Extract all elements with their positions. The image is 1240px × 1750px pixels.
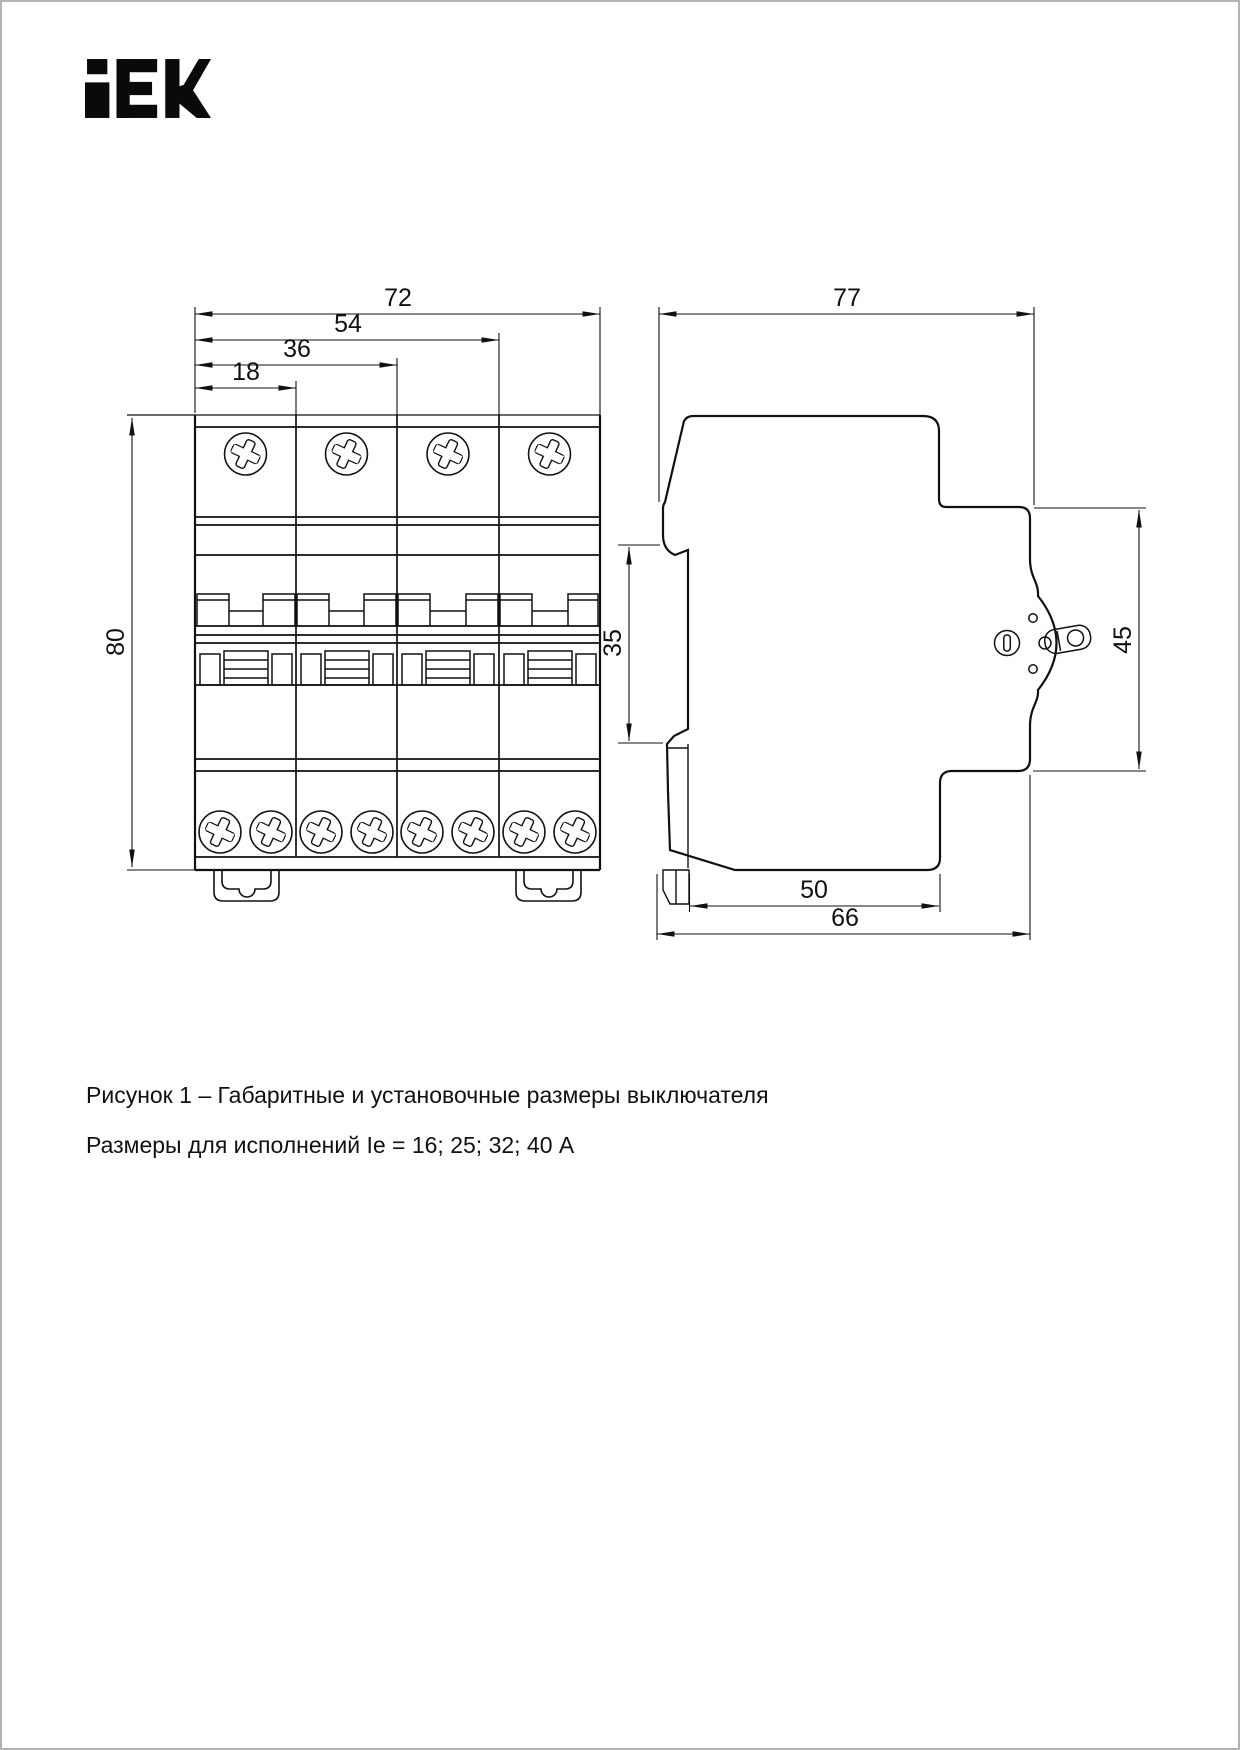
screw-icon [529,433,571,475]
toggle-row-upper [197,594,598,626]
screw-icon [401,811,443,853]
screw-icon [225,433,267,475]
dim-label-45: 45 [1109,626,1137,654]
side-handle [995,614,1093,673]
figure-caption: Рисунок 1 – Габаритные и установочные размеры выключателя [86,1082,769,1108]
din-clips [214,870,581,901]
front-body [127,415,600,870]
side-view [599,284,1146,940]
toggle-row-lower [200,651,596,685]
handle-pin-icon [1029,614,1037,622]
dim-18 [195,358,296,388]
handle-screw-slot [1004,635,1011,651]
side-dimensions [599,284,1146,940]
dim-77 [659,284,1034,314]
screw-icon [503,811,545,853]
dim-label-18: 18 [232,358,260,386]
dim-35 [599,547,629,741]
dim-80 [102,418,132,867]
screw-icon [199,811,241,853]
dim-45 [1109,510,1139,769]
screw-icon [351,811,393,853]
dim-label-36: 36 [283,335,311,363]
dim-label-35: 35 [599,629,627,657]
dim-label-50: 50 [800,876,828,904]
front-dimensions [102,284,600,867]
front-view [102,284,600,901]
dim-label-66: 66 [831,904,859,932]
drawing-canvas [2,2,1238,972]
dim-label-77: 77 [833,284,861,312]
dim-label-80: 80 [102,628,130,656]
dim-label-72: 72 [384,284,412,312]
figure-note: Размеры для исполнений Ie = 16; 25; 32; 40 А [86,1132,575,1158]
screw-icon [554,811,596,853]
screw-icon [427,433,469,475]
screw-icon [250,811,292,853]
screw-icon [452,811,494,853]
dim-66 [657,904,1030,934]
dim-50 [690,876,939,906]
screw-icon [326,433,368,475]
handle-pin-icon [1029,665,1037,673]
screw-icon [300,811,342,853]
dim-72 [195,284,600,314]
side-outline [663,416,1057,870]
technical-drawing [2,2,1238,972]
dim-label-54: 54 [334,310,362,338]
